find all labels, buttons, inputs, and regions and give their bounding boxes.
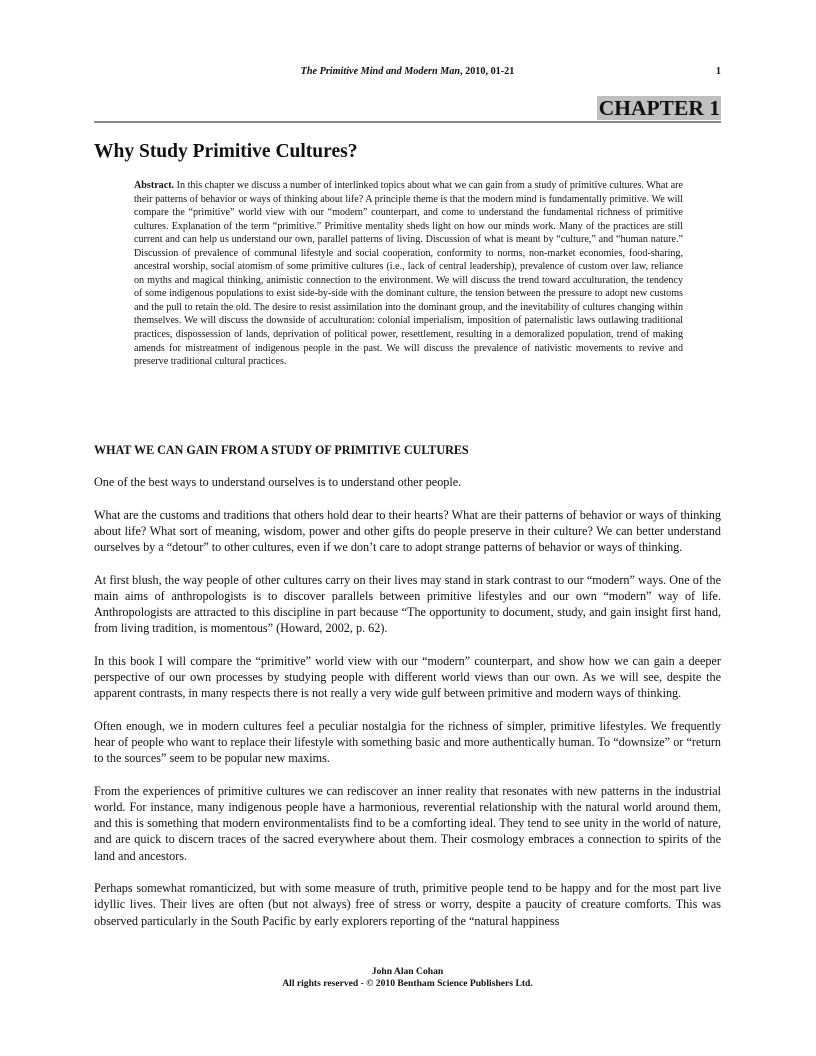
paragraph: What are the customs and traditions that others hold dear to their hearts? What are their patterns of behavior or ways of thinking about life? What sort of meaning, wisdom, power and other gifts do people preserve in their culture? We can better understand ourselves by a “detour” to other cultures, even if we don’t care to adopt strange patterns of behavior or ways of thinking. (94, 507, 721, 554)
paragraph: At first blush, the way people of other cultures carry on their lives may stand in stark contrast to our “modern” ways. One of the main aims of anthropologists is to discover parallels between primitive lifestyles and our own “modern” way of life. Anthropologists are attracted to this discipline in part because “The opportunity to document, study, and gain insight first hand, from living tradition, is momentous” (Howard, 2002, p. 62). (94, 572, 721, 636)
paragraph: One of the best ways to understand ourselves is to understand other people. (94, 475, 462, 489)
chapter-label: CHAPTER 1 (598, 96, 720, 120)
running-head-citation (94, 66, 721, 78)
paragraph: From the experiences of primitive cultures we can rediscover an inner reality that resonates with new patterns in the industrial world. For instance, many indigenous people have a harmonious, reverential relationship with the natural world around them, and this is something that modern environmentalists find to be a comforting ideal. They tend to see unity in the world of nature, and are quick to discern traces of the sacred everywhere about them. Their cosmology embraces a connection to spirits of the land and ancestors. (94, 783, 721, 863)
abstract-label: Abstract. (134, 180, 175, 191)
page-number: 1 (715, 66, 721, 77)
chapter-title: Why Study Primitive Cultures? (94, 141, 358, 162)
citation-details: , 2010, 01-21 (460, 66, 515, 77)
abstract (134, 179, 683, 369)
paragraph: In this book I will compare the “primitive” world view with our “modern” counterpart, and show how we can gain a deeper perspective of our own processes by studying people with different world views than our own. As we will see, despite the apparent contrasts, in many respects there is not really a very wide gulf between primitive and modern ways of thinking. (94, 653, 721, 701)
footer-copyright: All rights reserved - © 2010 Bentham Science Publishers Ltd. (282, 978, 533, 989)
footer-author: John Alan Cohan (371, 966, 444, 977)
book-title: The Primitive Mind and Modern Man (300, 66, 460, 77)
abstract-text: In this chapter we discuss a number of interlinked topics about what we can gain from a study of primitive cultures. What are their patterns of behavior or ways of thinking about life? A principle theme is that the modern mind is fundamentally primitive. We will compare the “primitive” world view with our “modern” counterpart, and come to understand the fundamental richness of primitive cultures. Explanation of the term “primitive.” Primitive mentality sheds light on how our minds work. Many of the practices are still current and can help us understand our own, parallel patterns of living. Discussion of what is meant by “culture,” and “human nature.” Discussion of prevalence of communal lifestyle and social cooperation, conformity to norms, non-market economies, food-sharing, ancestral worship, social atomism of some primitive cultures (i.e., lack of central leadership), prevalence of custom over law, reliance on myths and magical thinking, animistic connection to the environment. We will discuss the trend toward acculturation, the tendency of some indigenous populations to exist side-by-side with the dominant culture, the tension between the pressure to adopt new customs and the pull to retain the old. The desire to resist assimilation into the dominant group, and the inevitability of cultures changing within themselves. We will discuss the downside of acculturation: colonial imperialism, imposition of paternalistic laws outlawing traditional practices, dispossession of lands, deprivation of political power, resettlement, resulting in a demoralized population, trend of making amends for mistreatment of indigenous people in the past. We will discuss the prevalence of nativistic movements to revive and preserve traditional cultural practices. (134, 180, 683, 368)
paragraph: Often enough, we in modern cultures feel a peculiar nostalgia for the richness of simpler, primitive lifestyles. We frequently hear of people who want to replace their lifestyle with something basic and more authentically human. To “downsize” or “return to the sources” seem to be popular new maxims. (94, 718, 721, 766)
header-divider (94, 121, 721, 123)
section-heading: WHAT WE CAN GAIN FROM A STUDY OF PRIMITIVE CULTURES (94, 443, 469, 457)
paragraph: Perhaps somewhat romanticized, but with some measure of truth, primitive people tend to be happy and for the most part live idyllic lives. Their lives are often (but not always) free of stress or worry, despite a paucity of creature comforts. This was observed particularly in the South Pacific by early explorers reporting of the “natural happiness (94, 881, 721, 928)
body-section (94, 443, 721, 945)
page-footer (94, 966, 721, 990)
